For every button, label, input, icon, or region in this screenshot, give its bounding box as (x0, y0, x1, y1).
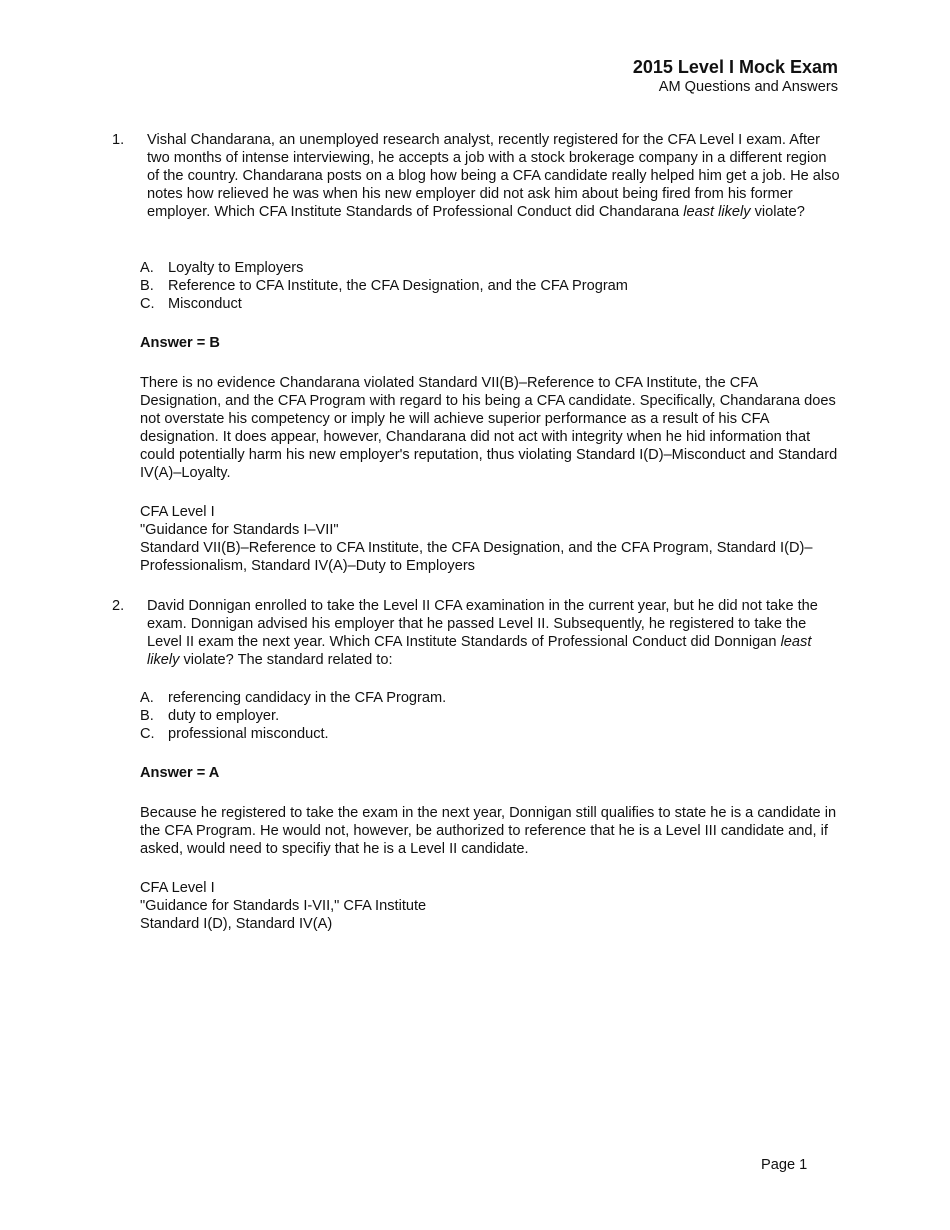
reference-line: "Guidance for Standards I–VII" (140, 522, 339, 538)
reference-line: Standard VII(B)–Reference to CFA Institute, the CFA Designation, and the CFA Program, Standard I(D)–Professionalism, Standard IV(A)–Duty to Employers (140, 540, 813, 574)
option-a: A. Loyalty to Employers (140, 260, 304, 276)
answer-options (140, 259, 840, 313)
page-number: Page 1 (761, 1157, 808, 1173)
reference-line: "Guidance for Standards I-VII," CFA Institute (140, 898, 427, 914)
option-b: B. Reference to CFA Institute, the CFA Designation, and the CFA Program (140, 278, 628, 294)
page-header (633, 56, 838, 96)
references (140, 503, 840, 575)
answer-label: Answer = A (140, 765, 220, 781)
question-stem: Vishal Chandarana, an unemployed research analyst, recently registered for the CFA Level I exam. After two months of intense interviewing, he accepts a job with a stock brokerage company in a different region of the country. Chandarana posts on a blog how being a CFA candidate really helped him get a job. He also notes how relieved he was when his new employer did not ask him about being fired from his former employer. Which CFA Institute Standards of Professional Conduct did Chandarana least likely violate? (147, 132, 840, 220)
option-b: B. duty to employer. (140, 708, 280, 724)
references (140, 879, 840, 933)
exam-subtitle: AM Questions and Answers (658, 79, 838, 95)
reference-line: CFA Level I (140, 504, 215, 520)
answer-label: Answer = B (140, 335, 220, 351)
reference-line: Standard I(D), Standard IV(A) (140, 916, 333, 932)
answer-explanation: Because he registered to take the exam in the next year, Donnigan still qualifies to state he is a candidate in the CFA Program. He would not, however, be authorized to reference that he is a Level III candidate and, if asked, would need to specifiy that he is a Level II candidate. (140, 805, 837, 857)
question-stem: David Donnigan enrolled to take the Level II CFA examination in the current year, but he did not take the exam. Donnigan advised his employer that he passed Level II. Subsequently, he registered to take the Level II exam the next year. Which CFA Institute Standards of Professional Conduct did Donnigan least likely violate? The standard related to: (147, 598, 818, 668)
answer-options (140, 689, 840, 743)
option-c: C. Misconduct (140, 296, 242, 312)
reference-line: CFA Level I (140, 880, 215, 896)
question-number: 1. (112, 132, 125, 148)
option-c: C. professional misconduct. (140, 726, 329, 742)
exam-title: 2015 Level I Mock Exam (632, 57, 838, 77)
option-a: A. referencing candidacy in the CFA Program. (140, 690, 447, 706)
question-number: 2. (112, 598, 125, 614)
answer-explanation: There is no evidence Chandarana violated Standard VII(B)–Reference to CFA Institute, the CFA Designation, and the CFA Program with regard to his being a CFA candidate. Specifically, Chandarana does not overstate his competency or imply he will achieve superior performance as a result of his CFA designation. It does appear, however, Chandarana did not act with integrity when he hid information that could potentially harm his new employer's reputation, thus violating Standard I(D)–Misconduct and Standard IV(A)–Loyalty. (140, 375, 838, 481)
